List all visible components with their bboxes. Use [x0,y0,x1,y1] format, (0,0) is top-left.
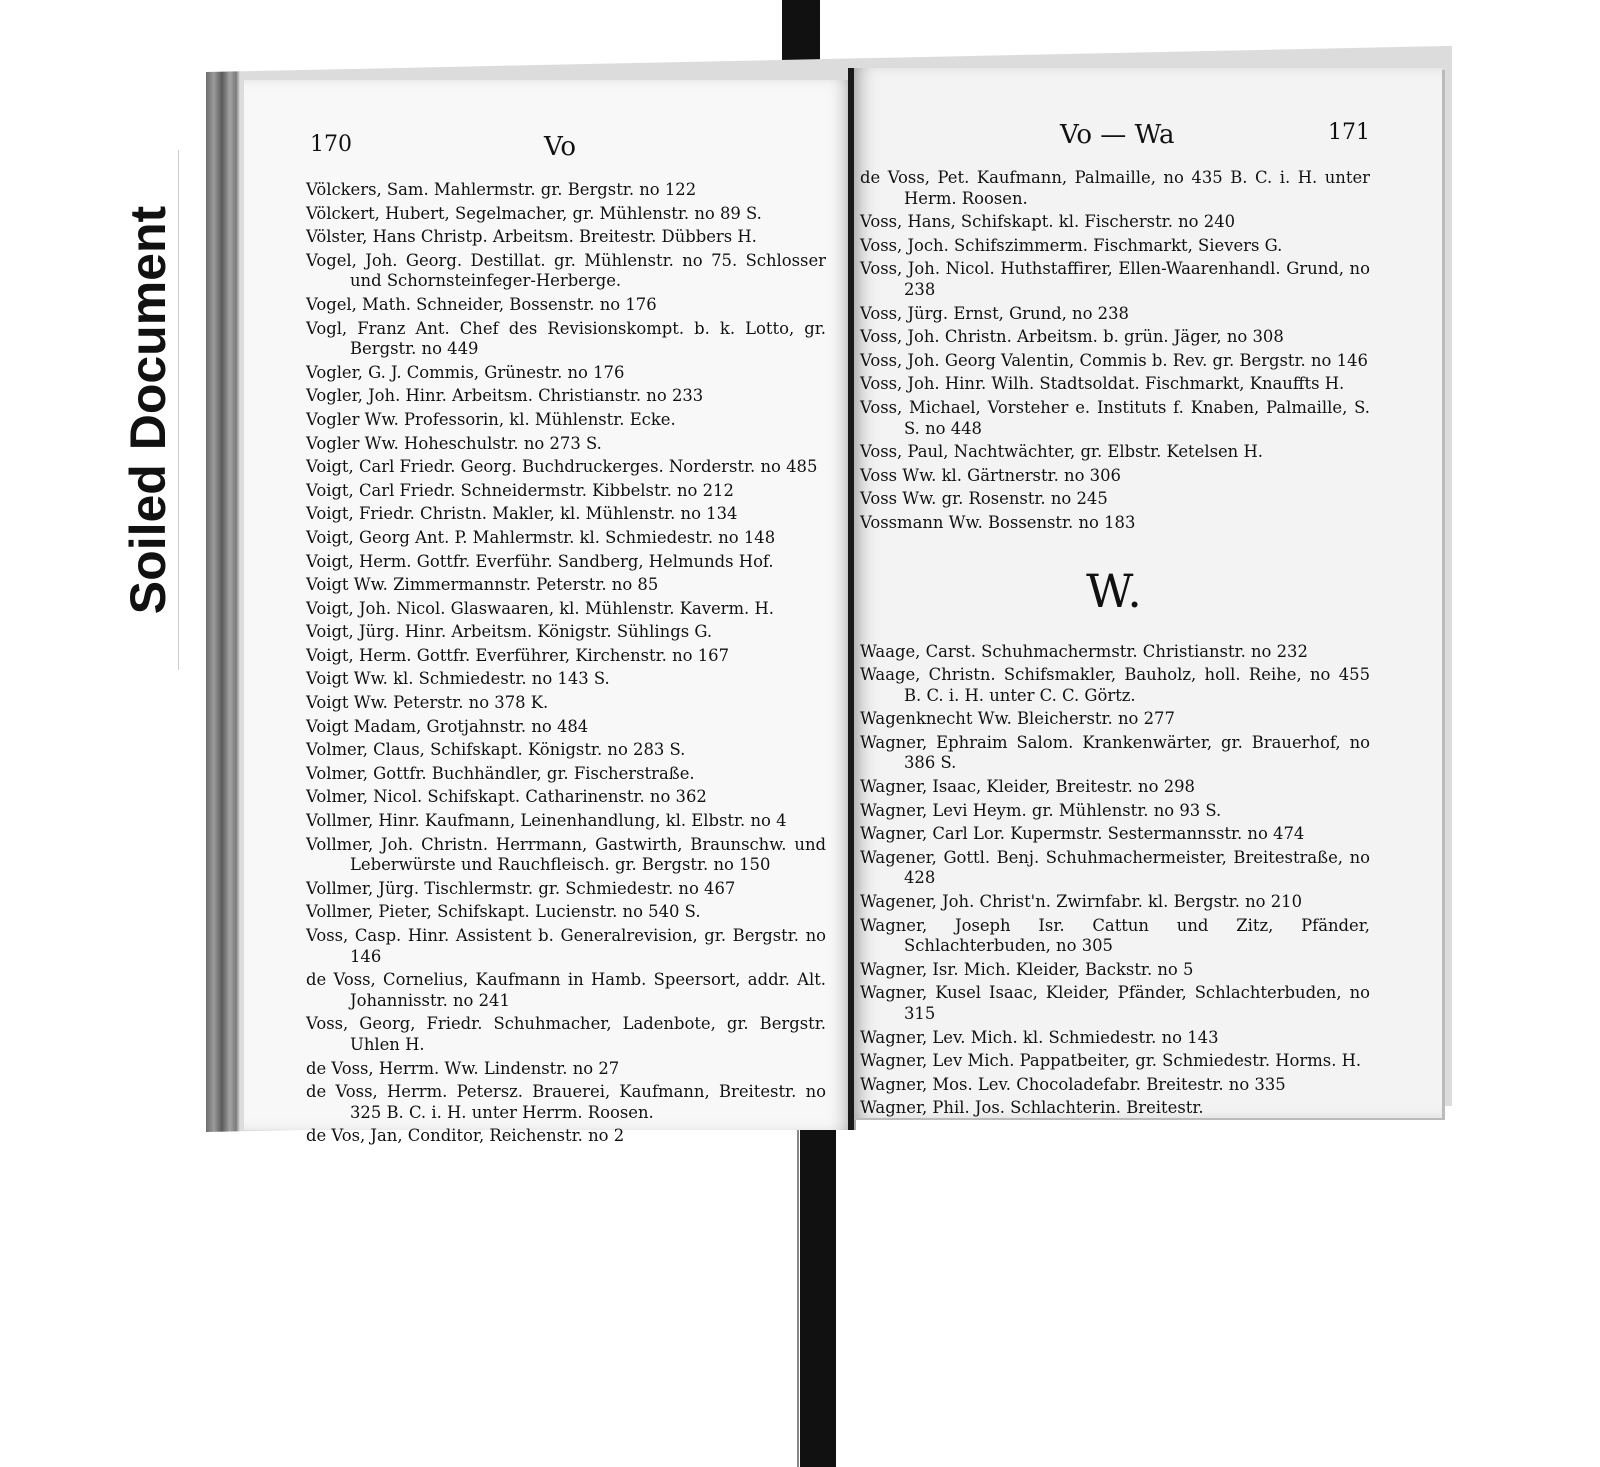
stamp-divider [178,150,179,670]
directory-entry: Völster, Hans Christp. Arbeitsm. Breitestr. Dübbers H. [306,227,757,247]
directory-entry: Wagner, Kusel Isaac, Kleider, Pfänder, Schlachterbuden, no 315 [860,983,1370,1023]
directory-entry: Vogel, Math. Schneider, Bossenstr. no 176 [306,294,657,314]
left-page [244,80,856,1146]
directory-entry: Voigt, Carl Friedr. Schneidermstr. Kibbelstr. no 212 [306,480,734,500]
directory-entry: Wagner, Mos. Lev. Chocoladefabr. Breitestr. no 335 [860,1074,1286,1094]
directory-entry: Voss, Casp. Hinr. Assistent b. Generalrevision, gr. Bergstr. no 146 [306,926,826,966]
directory-entry: Voigt, Georg Ant. P. Mahlermstr. kl. Schmiedestr. no 148 [306,527,776,547]
directory-entry: Wagner, Lev Mich. Pappatbeiter, gr. Schmiedestr. Horms. H. [860,1051,1362,1071]
directory-entry: Völckers, Sam. Mahlermstr. gr. Bergstr. no 122 [306,180,697,199]
directory-entry: Voss Ww. gr. Rosenstr. no 245 [860,489,1108,509]
directory-entry: Wagner, Ephraim Salom. Krankenwärter, gr. Brauerhof, no 386 S. [860,732,1370,773]
directory-entry: Voss, Joh. Georg Valentin, Commis b. Rev. gr. Bergstr. no 146 [860,350,1368,370]
right-page [850,68,1442,1118]
directory-entry: Vollmer, Joh. Christn. Herrmann, Gastwirth, Braunschw. und Leberwürste und Rauchfleisch. gr. Bergstr. no 150 [306,834,826,875]
page-number-right: 171 [1328,120,1370,145]
directory-entry: Völckert, Hubert, Segelmacher, gr. Mühlenstr. no 89 S. [306,203,762,223]
stamp-label: Soiled Document [120,205,176,615]
directory-entry: Wagner, Isaac, Kleider, Breitestr. no 298 [860,777,1195,797]
directory-entry: Vogel, Joh. Georg. Destillat. gr. Mühlenstr. no 75. Schlosser und Schornsteinfeger-Herberge. [306,250,826,291]
directory-entry: de Voss, Cornelius, Kaufmann in Hamb. Speersort, addr. Alt. Johannisstr. no 241 [306,970,826,1010]
directory-entry: Wagner, Lev. Mich. kl. Schmiedestr. no 143 [860,1027,1219,1047]
directory-entry: Vogler, Joh. Hinr. Arbeitsm. Christianstr. no 233 [306,386,704,406]
directory-entry: Voigt Madam, Grotjahnstr. no 484 [306,716,589,736]
directory-entry: Voss, Jürg. Ernst, Grund, no 238 [860,303,1129,323]
directory-entry: Vogl, Franz Ant. Chef des Revisionskompt. b. k. Lotto, gr. Bergstr. no 449 [306,318,826,359]
directory-entry: Vollmer, Jürg. Tischlermstr. gr. Schmiedestr. no 467 [306,878,736,898]
directory-entry: Volmer, Gottfr. Buchhändler, gr. Fischerstraße. [306,763,695,783]
directory-entry: Wagner, Phil. Jos. Schlachterin. Breitestr. [860,1098,1204,1118]
directory-entry: Voss, Michael, Vorsteher e. Instituts f. Knaben, Palmaille, S. S. no 448 [860,397,1370,438]
directory-entry: Voigt Ww. Zimmermannstr. Peterstr. no 85 [306,575,659,595]
directory-entry: Voss, Joh. Christn. Arbeitsm. b. grün. Jäger, no 308 [860,327,1284,347]
directory-entry: Vollmer, Pieter, Schifskapt. Lucienstr. no 540 S. [306,902,701,922]
directory-entry: Vogler Ww. Professorin, kl. Mühlenstr. Ecke. [306,409,676,429]
directory-entry: Voigt, Jürg. Hinr. Arbeitsm. Königstr. Sühlings G. [306,622,713,642]
directory-entry: Voigt, Joh. Nicol. Glaswaaren, kl. Mühlenstr. Kaverm. H. [306,598,774,618]
directory-entry: Voigt Ww. kl. Schmiedestr. no 143 S. [306,669,610,689]
directory-entry: Voigt, Herm. Gottfr. Everführer, Kirchenstr. no 167 [306,645,729,665]
directory-entry: de Voss, Herrm. Ww. Lindenstr. no 27 [306,1058,620,1078]
directory-entry: Voss, Hans, Schifskapt. kl. Fischerstr. no 240 [860,212,1236,232]
directory-entry: Voss, Joh. Nicol. Huthstaffirer, Ellen-Waarenhandl. Grund, no 238 [860,259,1370,299]
directory-entry: Waage, Christn. Schifsmakler, Bauholz, holl. Reihe, no 455 B. C. i. H. unter C. C. Görtz. [860,665,1370,705]
directory-entry: Wagener, Gottl. Benj. Schuhmachermeister, Breitestraße, no 428 [860,847,1370,888]
page-title-left: Vo [544,132,577,162]
directory-entry: Voss, Joh. Hinr. Wilh. Stadtsoldat. Fischmarkt, Knauffts H. [860,374,1345,394]
directory-entry: Wagner, Levi Heym. gr. Mühlenstr. no 93 S. [860,800,1222,820]
directory-entry: Voss Ww. kl. Gärtnerstr. no 306 [860,465,1121,485]
binding-strip-bottom [800,1110,836,1467]
directory-entry: Waage, Carst. Schuhmachermstr. Christianstr. no 232 [860,641,1308,661]
directory-entry: Volmer, Nicol. Schifskapt. Catharinenstr. no 362 [306,787,707,807]
directory-entry: Wagenknecht Ww. Bleicherstr. no 277 [860,709,1175,729]
book-gutter [848,68,854,1130]
directory-entry: Vollmer, Hinr. Kaufmann, Leinenhandlung, kl. Elbstr. no 4 [306,811,787,831]
left-entries [306,180,826,1150]
directory-entry: Vossmann Ww. Bossenstr. no 183 [860,512,1136,532]
directory-entry: Voigt Ww. Peterstr. no 378 K. [306,693,549,713]
right-entries [860,168,1370,1122]
directory-entry: Voigt, Herm. Gottfr. Everführ. Sandberg, Helmunds Hof. [306,551,774,571]
directory-entry: de Voss, Herrm. Petersz. Brauerei, Kaufmann, Breitestr. no 325 B. C. i. H. unter Herrm. Roosen. [306,1082,826,1122]
page-title-right: Vo — Wa [1060,120,1175,150]
directory-entry: Volmer, Claus, Schifskapt. Königstr. no 283 S. [306,740,686,760]
directory-entry: Voss, Georg, Friedr. Schuhmacher, Ladenbote, gr. Bergstr. Uhlen H. [306,1014,826,1054]
directory-entry: Wagner, Carl Lor. Kupermstr. Sestermannsstr. no 474 [860,824,1305,844]
directory-entry: de Vos, Jan, Conditor, Reichenstr. no 2 [306,1126,625,1146]
directory-entry: Voss, Paul, Nachtwächter, gr. Elbstr. Ketelsen H. [860,442,1263,462]
directory-entry: Voss, Joch. Schifszimmerm. Fischmarkt, Sievers G. [860,235,1283,255]
directory-entry: Wagener, Joh. Christ'n. Zwirnfabr. kl. Bergstr. no 210 [860,892,1303,912]
directory-entry: Wagner, Joseph Isr. Cattun und Zitz, Pfänder, Schlachterbuden, no 305 [860,915,1370,956]
page-number-left: 170 [310,132,352,157]
directory-entry: Voigt, Friedr. Christn. Makler, kl. Mühlenstr. no 134 [306,504,738,524]
section-letter-w: W. [1086,563,1144,618]
directory-entry: Wagner, Isr. Mich. Kleider, Backstr. no 5 [860,959,1194,979]
directory-entry: Voigt, Carl Friedr. Georg. Buchdruckerges. Norderstr. no 485 [306,457,818,477]
soiled-document-stamp [118,155,178,665]
binding-crease [797,1110,799,1467]
directory-entry: Vogler Ww. Hoheschulstr. no 273 S. [306,433,602,453]
directory-entry: de Voss, Pet. Kaufmann, Palmaille, no 435 B. C. i. H. unter Herm. Roosen. [860,168,1370,208]
directory-entry: Vogler, G. J. Commis, Grünestr. no 176 [306,362,625,382]
